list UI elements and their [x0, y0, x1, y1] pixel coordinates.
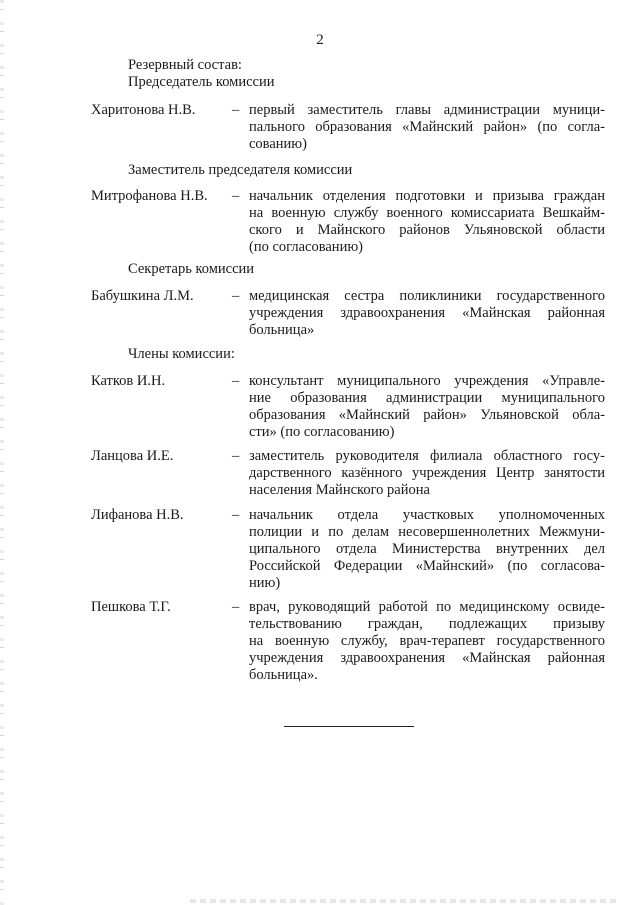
desc-line: полиции и по делам несовершеннолетних Межмуни- — [249, 524, 605, 540]
desc-line: больница» — [249, 322, 315, 338]
entry-name: Бабушкина Л.М. — [91, 288, 194, 304]
entry-name: Катков И.Н. — [91, 373, 166, 389]
entry-description — [249, 599, 605, 684]
desc-line: дарственного казённого учреждения Центр занятости — [249, 465, 605, 481]
secretary-heading: Секретарь комиссии — [128, 261, 255, 277]
entry-name: Пешкова Т.Г. — [91, 599, 171, 615]
entry-dash: – — [232, 507, 240, 523]
desc-line: начальник отдела участковых уполномоченных — [249, 507, 605, 523]
reserve-heading: Резервный состав: — [128, 57, 242, 73]
closing-rule — [284, 726, 414, 727]
scan-edge-artifact — [0, 0, 4, 905]
entry-name: Митрофанова Н.В. — [91, 188, 208, 204]
entry-description — [249, 373, 605, 441]
entry-description — [249, 188, 605, 256]
entry-dash: – — [232, 373, 240, 389]
entry-description — [249, 507, 605, 592]
entry-dash: – — [232, 102, 240, 118]
desc-line: на военную службу, врач-терапевт государственного — [249, 633, 605, 649]
desc-line: учреждения здравоохранения «Майнская районная — [249, 650, 605, 666]
entry-name: Лифанова Н.В. — [91, 507, 184, 523]
entry-description — [249, 288, 605, 339]
desc-line: первый заместитель главы администрации муници- — [249, 102, 605, 118]
desc-line: врач, руководящий работой по медицинскому освиде- — [249, 599, 605, 615]
entry-name: Харитонова Н.В. — [91, 102, 196, 118]
desc-line: на военную службу военного комиссариата Вешкайм- — [249, 205, 605, 221]
chair-heading: Председатель комиссии — [128, 74, 275, 90]
desc-line: сти» (по согласованию) — [249, 424, 395, 440]
entry-dash: – — [232, 448, 240, 464]
desc-line: сованию) — [249, 136, 307, 152]
desc-line: тельствованию граждан, подлежащих призыву — [249, 616, 605, 632]
entry-description — [249, 448, 605, 499]
desc-line: больница». — [249, 667, 318, 683]
entry-dash: – — [232, 188, 240, 204]
desc-line: Российской Федерации «Майнский» (по согласова- — [249, 558, 605, 574]
entry-name: Ланцова И.Е. — [91, 448, 174, 464]
desc-line: образования «Майнский район» Ульяновской обла- — [249, 407, 605, 423]
desc-line: ципального отдела Министерства внутренних дел — [249, 541, 605, 557]
desc-line: пального образования «Майнский район» (по согла- — [249, 119, 605, 135]
desc-line: населения Майнского района — [249, 482, 430, 498]
desc-line: начальник отделения подготовки и призыва граждан — [249, 188, 605, 204]
desc-line: медицинская сестра поликлиники государственного — [249, 288, 605, 304]
desc-line: (по согласованию) — [249, 239, 363, 255]
desc-line: нию) — [249, 575, 281, 591]
entry-dash: – — [232, 599, 240, 615]
desc-line: заместитель руководителя филиала областного госу- — [249, 448, 605, 464]
members-heading: Члены комиссии: — [128, 346, 235, 362]
entry-dash: – — [232, 288, 240, 304]
desc-line: ние образования администрации муниципального — [249, 390, 605, 406]
desc-line: консультант муниципального учреждения «Управле- — [249, 373, 605, 389]
desc-line: ского и Майнского районов Ульяновской области — [249, 222, 605, 238]
deputy-heading: Заместитель председателя комиссии — [128, 162, 353, 178]
scan-footer-artifact — [190, 899, 620, 903]
entry-description — [249, 102, 605, 153]
desc-line: учреждения здравоохранения «Майнская районная — [249, 305, 605, 321]
page-number: 2 — [316, 32, 324, 48]
